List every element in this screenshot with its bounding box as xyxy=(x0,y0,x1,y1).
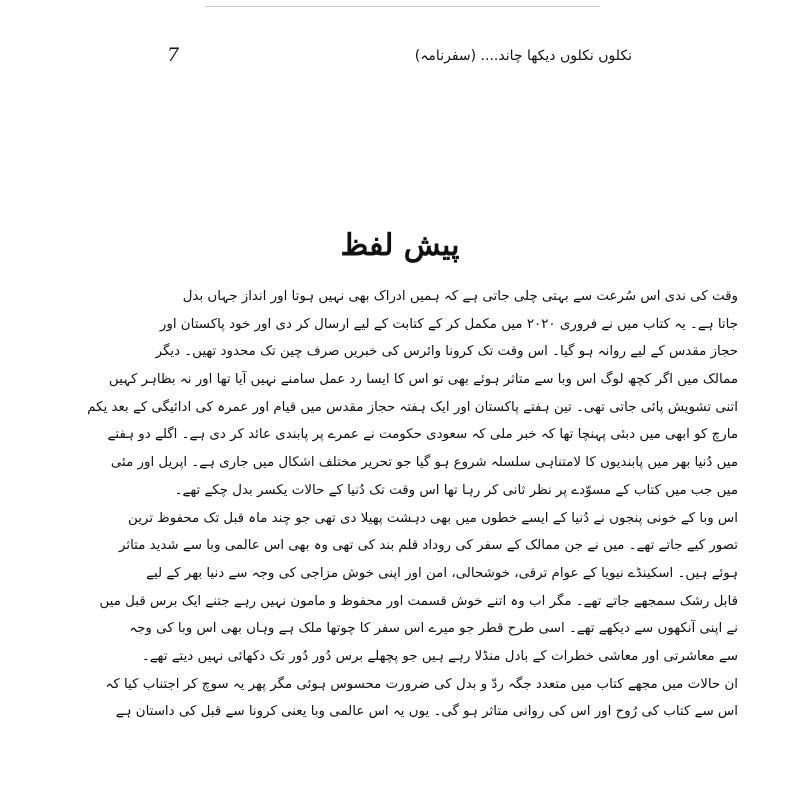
paragraph-line: مارچ کو ابھی میں دبئی پہنچا تھا کہ خبر ملی کہ سعودی حکومت نے عمرے پر پابندی عائد کر دی ہے۔ اگلے دو ہفتے xyxy=(107,427,738,443)
running-header: نکلوں نکلوں دیکھا چاند.... (سفرنامہ) xyxy=(414,48,632,64)
chapter-title: پیش لفظ xyxy=(340,228,460,263)
paragraph-line: میں جب میں کتاب کے مسوّدے پر نظر ثانی کر رہا تھا اس وقت تک دُنیا کے حالات یکسر بدل چکے تھے۔ xyxy=(174,482,738,498)
paragraph-line: سے معاشرتی اور معاشی خطرات کے بادل منڈلا رہے ہیں جو پچھلے برس دُور دُور تک دکھائی نہیں دیتے تھے۔ xyxy=(141,648,738,664)
paragraph-line: ممالک میں اگر کچھ لوگ اس وبا سے متاثر ہوئے بھی تو اس کا ایسا رد عمل سامنے نہیں آیا تھا اور نہ بظاہر کہیں xyxy=(108,372,738,388)
top-scan-rule xyxy=(205,0,600,7)
paragraph-line: ان حالات میں مجھے کتاب میں متعدد جگہ ردّ و بدل کی ضرورت محسوس ہوئی مگر پھر یہ سوچ کر اجتناب کیا کہ xyxy=(105,676,738,692)
paragraph-line: حجاز مقدس کے لیے روانہ ہو گیا۔ اس وقت تک کرونا وائرس کی خبریں صرف چین تک محدود تھیں۔ دیگر xyxy=(155,344,738,360)
paragraph-line: میں دُنیا بھر میں پابندیوں کا لامتناہی سلسلہ شروع ہو گیا جو تحریر مختلف اشکال میں جاری ہے۔ اپریل اور مئی xyxy=(110,455,738,471)
page-number: 7 xyxy=(167,44,180,66)
paragraph-line: قابل رشک سمجھے جاتے تھے۔ مگر اب وہ اتنے خوش قسمت اور محفوظ و مامون نہیں رہے جتنے ایک برس قبل میں xyxy=(99,593,738,609)
paragraph-line: ہوئے ہیں۔ اسکینڈے نیویا کے عوام ترقی، خوشحالی، امن اور اپنی خوش مزاجی کی وجہ سے دنیا بھر کے لیے xyxy=(146,565,738,581)
paragraph-line: اس سے کتاب کی رُوح اور اس کی روانی متاثر ہو گی۔ یوں یہ اس عالمی وبا یعنی کرونا سے قبل کی داستان ہے xyxy=(115,704,738,720)
paragraph-line: تصور کیے جاتے تھے۔ میں نے جن ممالک کے سفر کی روداد قلم بند کی تھی وہ بھی اس عالمی وبا سے شدید متاثر xyxy=(118,538,738,554)
paragraph-line: وقت کی ندی اس سُرعت سے بہتی چلی جاتی ہے کہ ہمیں ادراک بھی نہیں ہوتا اور انداز جہاں بدل xyxy=(182,289,738,304)
paragraph-line: نے اپنی آنکھوں سے دیکھے تھے۔ اسی طرح قطر جو میرے اس سفر کا چوتھا ملک ہے وہاں بھی اس وبا کی وجہ xyxy=(129,621,738,637)
paragraph-line: اتنی تشویش پائی جاتی تھی۔ تین ہفتے پاکستان اور ایک ہفتہ حجاز مقدس میں قیام اور عمرہ کی ادائیگی کے بعد یکم xyxy=(87,399,738,415)
preface-paragraph xyxy=(87,283,738,726)
paragraph-line: اس وبا کے خونی پنجوں نے دُنیا کے ایسے خطوں میں بھی دہشت پھیلا دی تھی جو چند ماہ قبل تک محفوظ ترین xyxy=(128,510,738,526)
paragraph-line: جاتا ہے۔ یہ کتاب میں نے فروری ۲۰۲۰ میں مکمل کر کے کتابت کے لیے ارسال کر دی اور خود پاکستان اور xyxy=(159,316,738,332)
